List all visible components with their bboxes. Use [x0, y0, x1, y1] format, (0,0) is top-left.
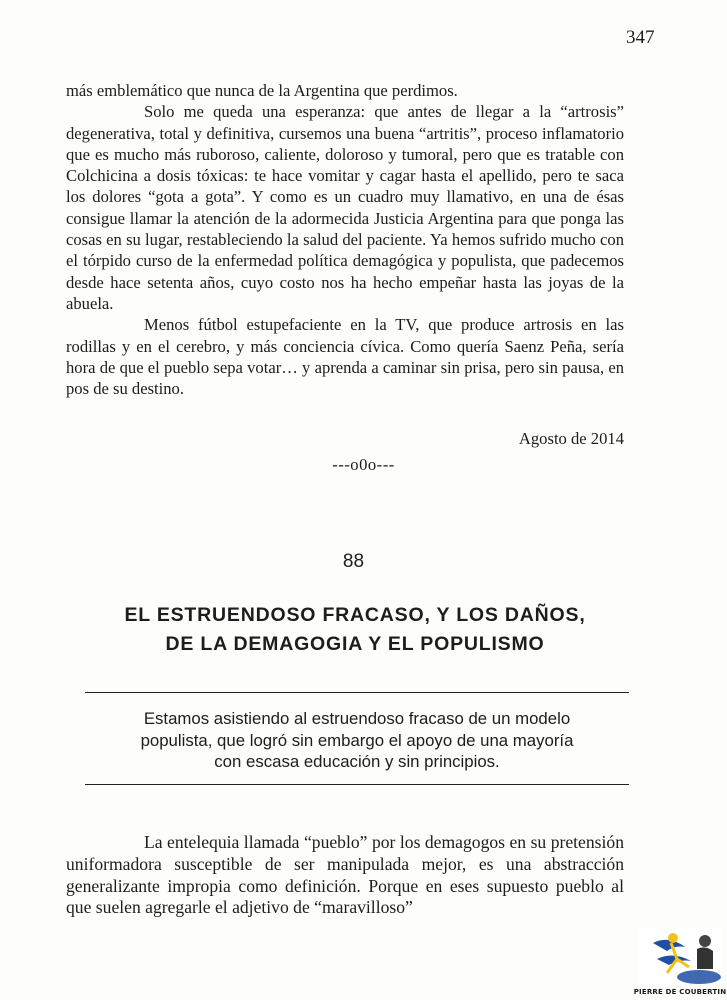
epigraph: [85, 708, 629, 773]
section-paragraph: La entelequia llamada “pueblo” por los demagogos en su pretensión uniformadora susceptible de ser manipulada mejor, es una abstracción generalizante impropia como definición. Porque en eses supuesto pueblo al que suelen agregarle el adjetivo de “maravilloso”: [66, 832, 624, 918]
page-number: 347: [626, 27, 655, 48]
logo-caption: PIERRE DE COUBERTIN: [633, 988, 727, 996]
body-paragraph: Solo me queda una esperanza: que antes de llegar a la “artrosis” degenerativa, total y definitiva, cursemos una buena “artritis”, proceso inflamatorio que es mucho más ruboroso, caliente, doloroso y tumoral, pero que es tratable con Colchicina a dosis tóxicas: te hace vomitar y cagar hasta el apellido, pero te saca los dolores “gota a gota”. Y como es un cuadro muy llamativo, en una de ésas consigue llamar la atención de la adormecida Justicia Argentina para que ponga las cosas en su lugar, restableciendo la salud del paciente. Ya hemos sufrido mucho con el tórpido curso de la enfermedad política demagógica y populista, que padecemos desde hace setenta años, cuyo costo nos ha hecho empeñar hasta las joyas de la abuela.: [66, 102, 624, 313]
chapter-title-line: EL ESTRUENDOSO FRACASO, Y LOS DAÑOS,: [124, 604, 586, 626]
chapter-title-line: DE LA DEMAGOGIA Y EL POPULISMO: [165, 633, 545, 655]
epigraph-top-rule: [85, 692, 629, 693]
body-paragraph: más emblemático que nunca de la Argentina que perdimos.: [66, 81, 458, 100]
runner-logo-icon: [633, 925, 727, 987]
chapter-title: [40, 601, 670, 659]
epigraph-line: Estamos asistiendo al estruendoso fracaso de un modelo: [143, 709, 571, 728]
body-paragraph: Menos fútbol estupefaciente en la TV, que produce artrosis en las rodillas y en el cerebro, y más conciencia cívica. Como quería Saenz Peña, sería hora de que el pueblo sepa votar… y aprenda a caminar sin prisa, pero sin pausa, en pos de su destino.: [66, 315, 624, 399]
date-line: Agosto de 2014: [518, 429, 624, 448]
epigraph-bottom-rule: [85, 784, 629, 785]
epigraph-line: con escasa educación y sin principios.: [214, 752, 500, 771]
body-text: [66, 80, 624, 399]
epigraph-line: populista, que logró sin embargo el apoyo de una mayoría: [140, 730, 574, 750]
chapter-number: 88: [342, 551, 365, 572]
watermark-logo: [633, 925, 727, 1000]
section-separator: ---o0o---: [332, 455, 395, 474]
section-text: [66, 832, 624, 919]
